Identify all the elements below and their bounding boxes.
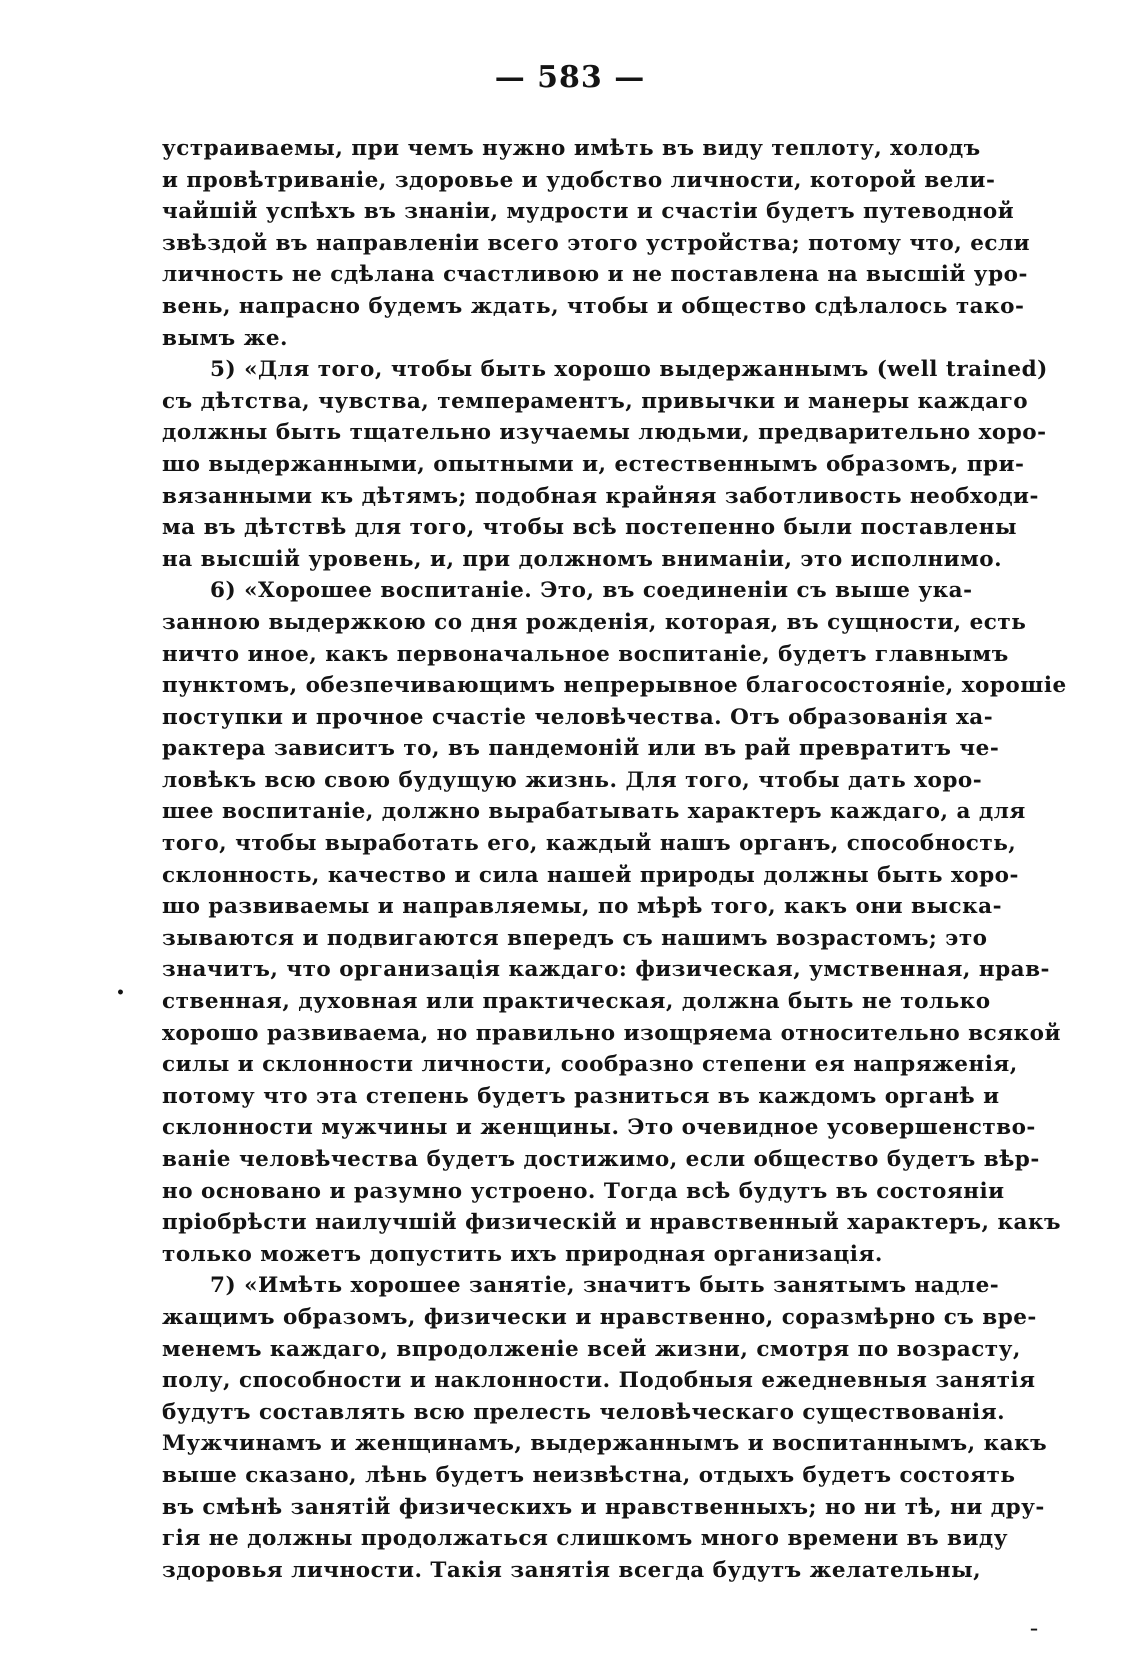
text-line: 5) «Для того, чтобы быть хорошо выдержаннымъ (well trained): [210, 357, 1048, 383]
text-line: хорошо развиваема, но правильно изощряема относительно всякой: [162, 1020, 1061, 1046]
text-line: занною выдержкою со дня рожденія, которая, въ сущности, есть: [162, 609, 1027, 635]
text-line: пунктомъ, обезпечивающимъ непрерывное благосостояніе, хорошіе: [162, 673, 1067, 699]
text-line: только можетъ допустить ихъ природная организація.: [162, 1241, 883, 1267]
text-line: но основано и разумно устроено. Тогда всѣ будутъ въ состояніи: [162, 1178, 1005, 1204]
text-line: поступки и прочное счастіе человѣчества. Отъ образованія ха-: [162, 704, 994, 730]
text-line: вязанными къ дѣтямъ; подобная крайняя заботливость необходи-: [162, 483, 1039, 509]
text-line: въ смѣнѣ занятій физическихъ и нравственныхъ; но ни тѣ, ни дру-: [162, 1494, 1045, 1520]
text-line: ственная, духовная или практическая, должна быть не только: [162, 989, 991, 1015]
text-line: шее воспитаніе, должно вырабатывать характеръ каждаго, а для: [162, 799, 1026, 825]
text-line: зываются и подвигаются впередъ съ нашимъ возрастомъ; это: [162, 925, 988, 951]
text-line: 7) «Имѣть хорошее занятіе, значитъ быть занятымъ надле-: [210, 1273, 1000, 1299]
body-text: [162, 133, 1067, 1586]
text-line: будутъ составлять всю прелесть человѣческаго существованія.: [162, 1399, 1006, 1425]
text-line: должны быть тщательно изучаемы людьми, предварительно хоро-: [162, 420, 1047, 446]
text-line: и провѣтриваніе, здоровье и удобство личности, которой вели-: [162, 167, 996, 193]
text-line: того, чтобы выработать его, каждый нашъ органъ, способность,: [162, 831, 1017, 857]
text-line: ничто иное, какъ первоначальное воспитаніе, будетъ главнымъ: [162, 641, 1009, 667]
text-line: значитъ, что организація каждаго: физическая, умственная, нрав-: [162, 957, 1050, 983]
text-line: шо выдержанными, опытными и, естественнымъ образомъ, при-: [162, 451, 1025, 477]
text-line: склонность, качество и сила нашей природы должны быть хоро-: [162, 862, 1019, 888]
text-line: на высшій уровень, и, при должномъ вниманіи, это исполнимо.: [162, 546, 1003, 572]
text-line: жащимъ образомъ, физически и нравственно, соразмѣрно съ вре-: [162, 1304, 1037, 1330]
text-line: менемъ каждаго, впродолженіе всей жизни, смотря по возрасту,: [162, 1336, 1021, 1362]
text-line: потому что эта степень будетъ разниться въ каждомъ органѣ и: [162, 1083, 1000, 1109]
text-line: звѣздой въ направленіи всего этого устройства; потому что, если: [162, 230, 1031, 256]
margin-dot-mark: •: [116, 985, 125, 1001]
text-line: пріобрѣсти наилучшій физическій и нравственный характеръ, какъ: [162, 1210, 1061, 1236]
text-line: чайшій успѣхъ въ знаніи, мудрости и счастіи будетъ путеводной: [162, 199, 1015, 225]
text-line: выше сказано, лѣнь будетъ неизвѣстна, отдыхъ будетъ состоять: [162, 1462, 1016, 1488]
text-line: здоровья личности. Такія занятія всегда будутъ желательны,: [162, 1557, 982, 1583]
text-line: съ дѣтства, чувства, темпераментъ, привычки и манеры каждаго: [162, 388, 1029, 414]
text-line: личность не сдѣлана счастливою и не поставлена на высшій уро-: [162, 262, 1028, 288]
corner-dash-mark: –: [1030, 1619, 1038, 1638]
text-line: вымъ же.: [162, 325, 289, 351]
text-line: силы и склонности личности, сообразно степени ея напряженія,: [162, 1052, 1018, 1078]
text-line: склонности мужчины и женщины. Это очевидное усовершенство-: [162, 1115, 1036, 1141]
page-number: — 583 —: [494, 60, 646, 95]
text-line: ваніе человѣчества будетъ достижимо, если общество будетъ вѣр-: [162, 1147, 1040, 1172]
text-line: рактера зависитъ то, въ пандемоній или въ рай превратитъ че-: [162, 736, 1000, 762]
text-line: шо развиваемы и направляемы, по мѣрѣ того, какъ они выска-: [162, 894, 1002, 920]
text-line: ма въ дѣтствѣ для того, чтобы всѣ постепенно были поставлены: [162, 515, 1017, 541]
text-line: 6) «Хорошее воспитаніе. Это, въ соединеніи съ выше ука-: [210, 578, 973, 604]
text-line: устраиваемы, при чемъ нужно имѣть въ виду теплоту, холодъ: [162, 136, 981, 161]
text-line: полу, способности и наклонности. Подобныя ежедневныя занятія: [162, 1368, 1036, 1394]
text-line: Мужчинамъ и женщинамъ, выдержаннымъ и воспитаннымъ, какъ: [162, 1431, 1048, 1457]
text-line: вень, напрасно будемъ ждать, чтобы и общество сдѣлалось тако-: [162, 293, 1025, 319]
text-line: ловѣкъ всю свою будущую жизнь. Для того, чтобы дать хоро-: [162, 767, 983, 793]
text-line: гія не должны продолжаться слишкомъ много времени въ виду: [162, 1526, 1009, 1552]
